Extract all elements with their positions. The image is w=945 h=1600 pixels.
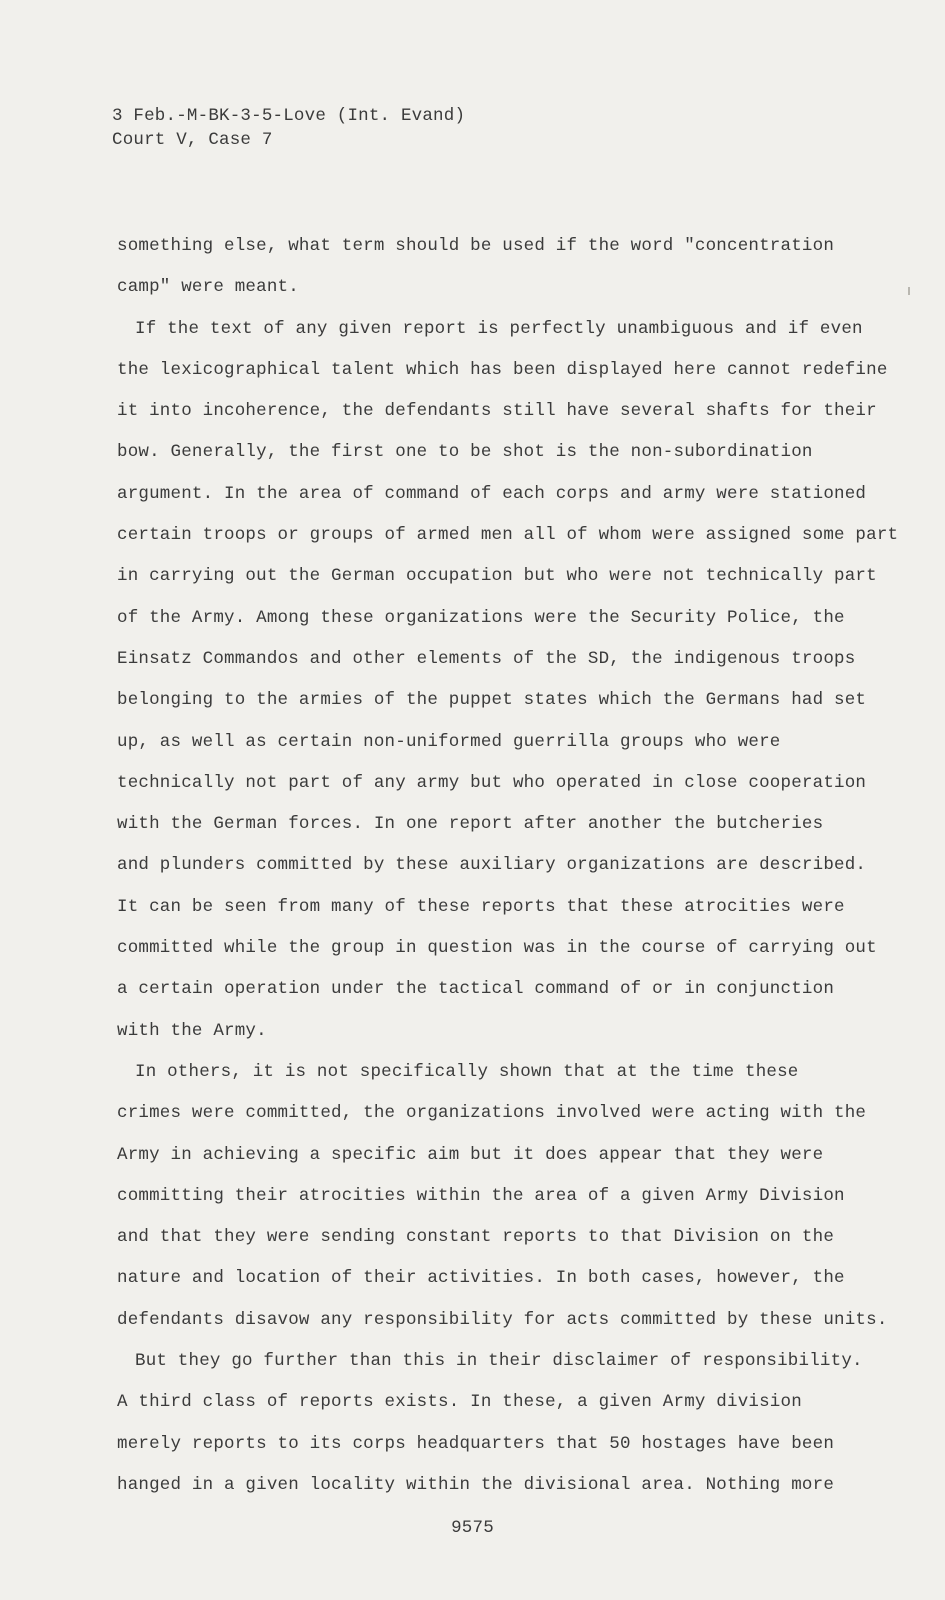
header-reference: 3 Feb.-M-BK-3-5-Love (Int. Evand)	[112, 106, 466, 126]
header-court-case: Court V, Case 7	[112, 130, 273, 150]
text-line: A third class of reports exists. In these, a given Army division	[117, 1392, 802, 1413]
paragraph-start-line: In others, it is not specifically shown that at the time these	[135, 1061, 799, 1082]
text-line: Einsatz Commandos and other elements of the SD, the indigenous troops	[117, 648, 856, 669]
text-line: committing their atrocities within the area of a given Army Division	[117, 1185, 845, 1206]
page-number: 9575	[451, 1518, 494, 1538]
text-line: It can be seen from many of these reports that these atrocities were	[117, 896, 845, 917]
text-line: Army in achieving a specific aim but it does appear that they were	[117, 1144, 824, 1165]
text-line: and plunders committed by these auxiliary organizations are described.	[117, 855, 867, 876]
text-line: hanged in a given locality within the divisional area. Nothing more	[117, 1474, 835, 1495]
document-body	[117, 226, 899, 1506]
text-line: something else, what term should be used if the word "concentration	[117, 236, 835, 256]
text-line: committed while the group in question was in the course of carrying out	[117, 938, 877, 959]
text-line: the lexicographical talent which has been displayed here cannot redefine	[117, 359, 888, 380]
text-line: in carrying out the German occupation but who were not technically part	[117, 566, 877, 587]
text-line: and that they were sending constant reports to that Division on the	[117, 1227, 835, 1248]
text-line: it into incoherence, the defendants still have several shafts for their	[117, 401, 877, 422]
text-line: certain troops or groups of armed men all of whom were assigned some part	[117, 525, 899, 546]
text-line: up, as well as certain non-uniformed guerrilla groups who were	[117, 731, 781, 752]
text-line: technically not part of any army but who operated in close cooperation	[117, 772, 867, 793]
page-edge-mark	[908, 287, 910, 295]
paragraph-start-line: If the text of any given report is perfectly unambiguous and if even	[135, 318, 863, 339]
text-line: of the Army. Among these organizations were the Security Police, the	[117, 607, 845, 628]
text-line: a certain operation under the tactical command of or in conjunction	[117, 979, 835, 1000]
text-line: with the German forces. In one report after another the butcheries	[117, 814, 824, 835]
text-line: belonging to the armies of the puppet states which the Germans had set	[117, 690, 867, 711]
text-line: camp" were meant.	[117, 277, 299, 298]
paragraph-start-line: But they go further than this in their disclaimer of responsibility.	[135, 1351, 863, 1372]
text-line: bow. Generally, the first one to be shot is the non-subordination	[117, 442, 813, 463]
text-line: nature and location of their activities. In both cases, however, the	[117, 1268, 845, 1289]
text-line: crimes were committed, the organizations involved were acting with the	[117, 1103, 867, 1124]
text-line: merely reports to its corps headquarters that 50 hostages have been	[117, 1433, 835, 1454]
text-line: with the Army.	[117, 1020, 267, 1041]
document-header	[112, 104, 465, 152]
text-line: argument. In the area of command of each corps and army were stationed	[117, 483, 867, 504]
text-line: defendants disavow any responsibility for acts committed by these units.	[117, 1309, 888, 1330]
